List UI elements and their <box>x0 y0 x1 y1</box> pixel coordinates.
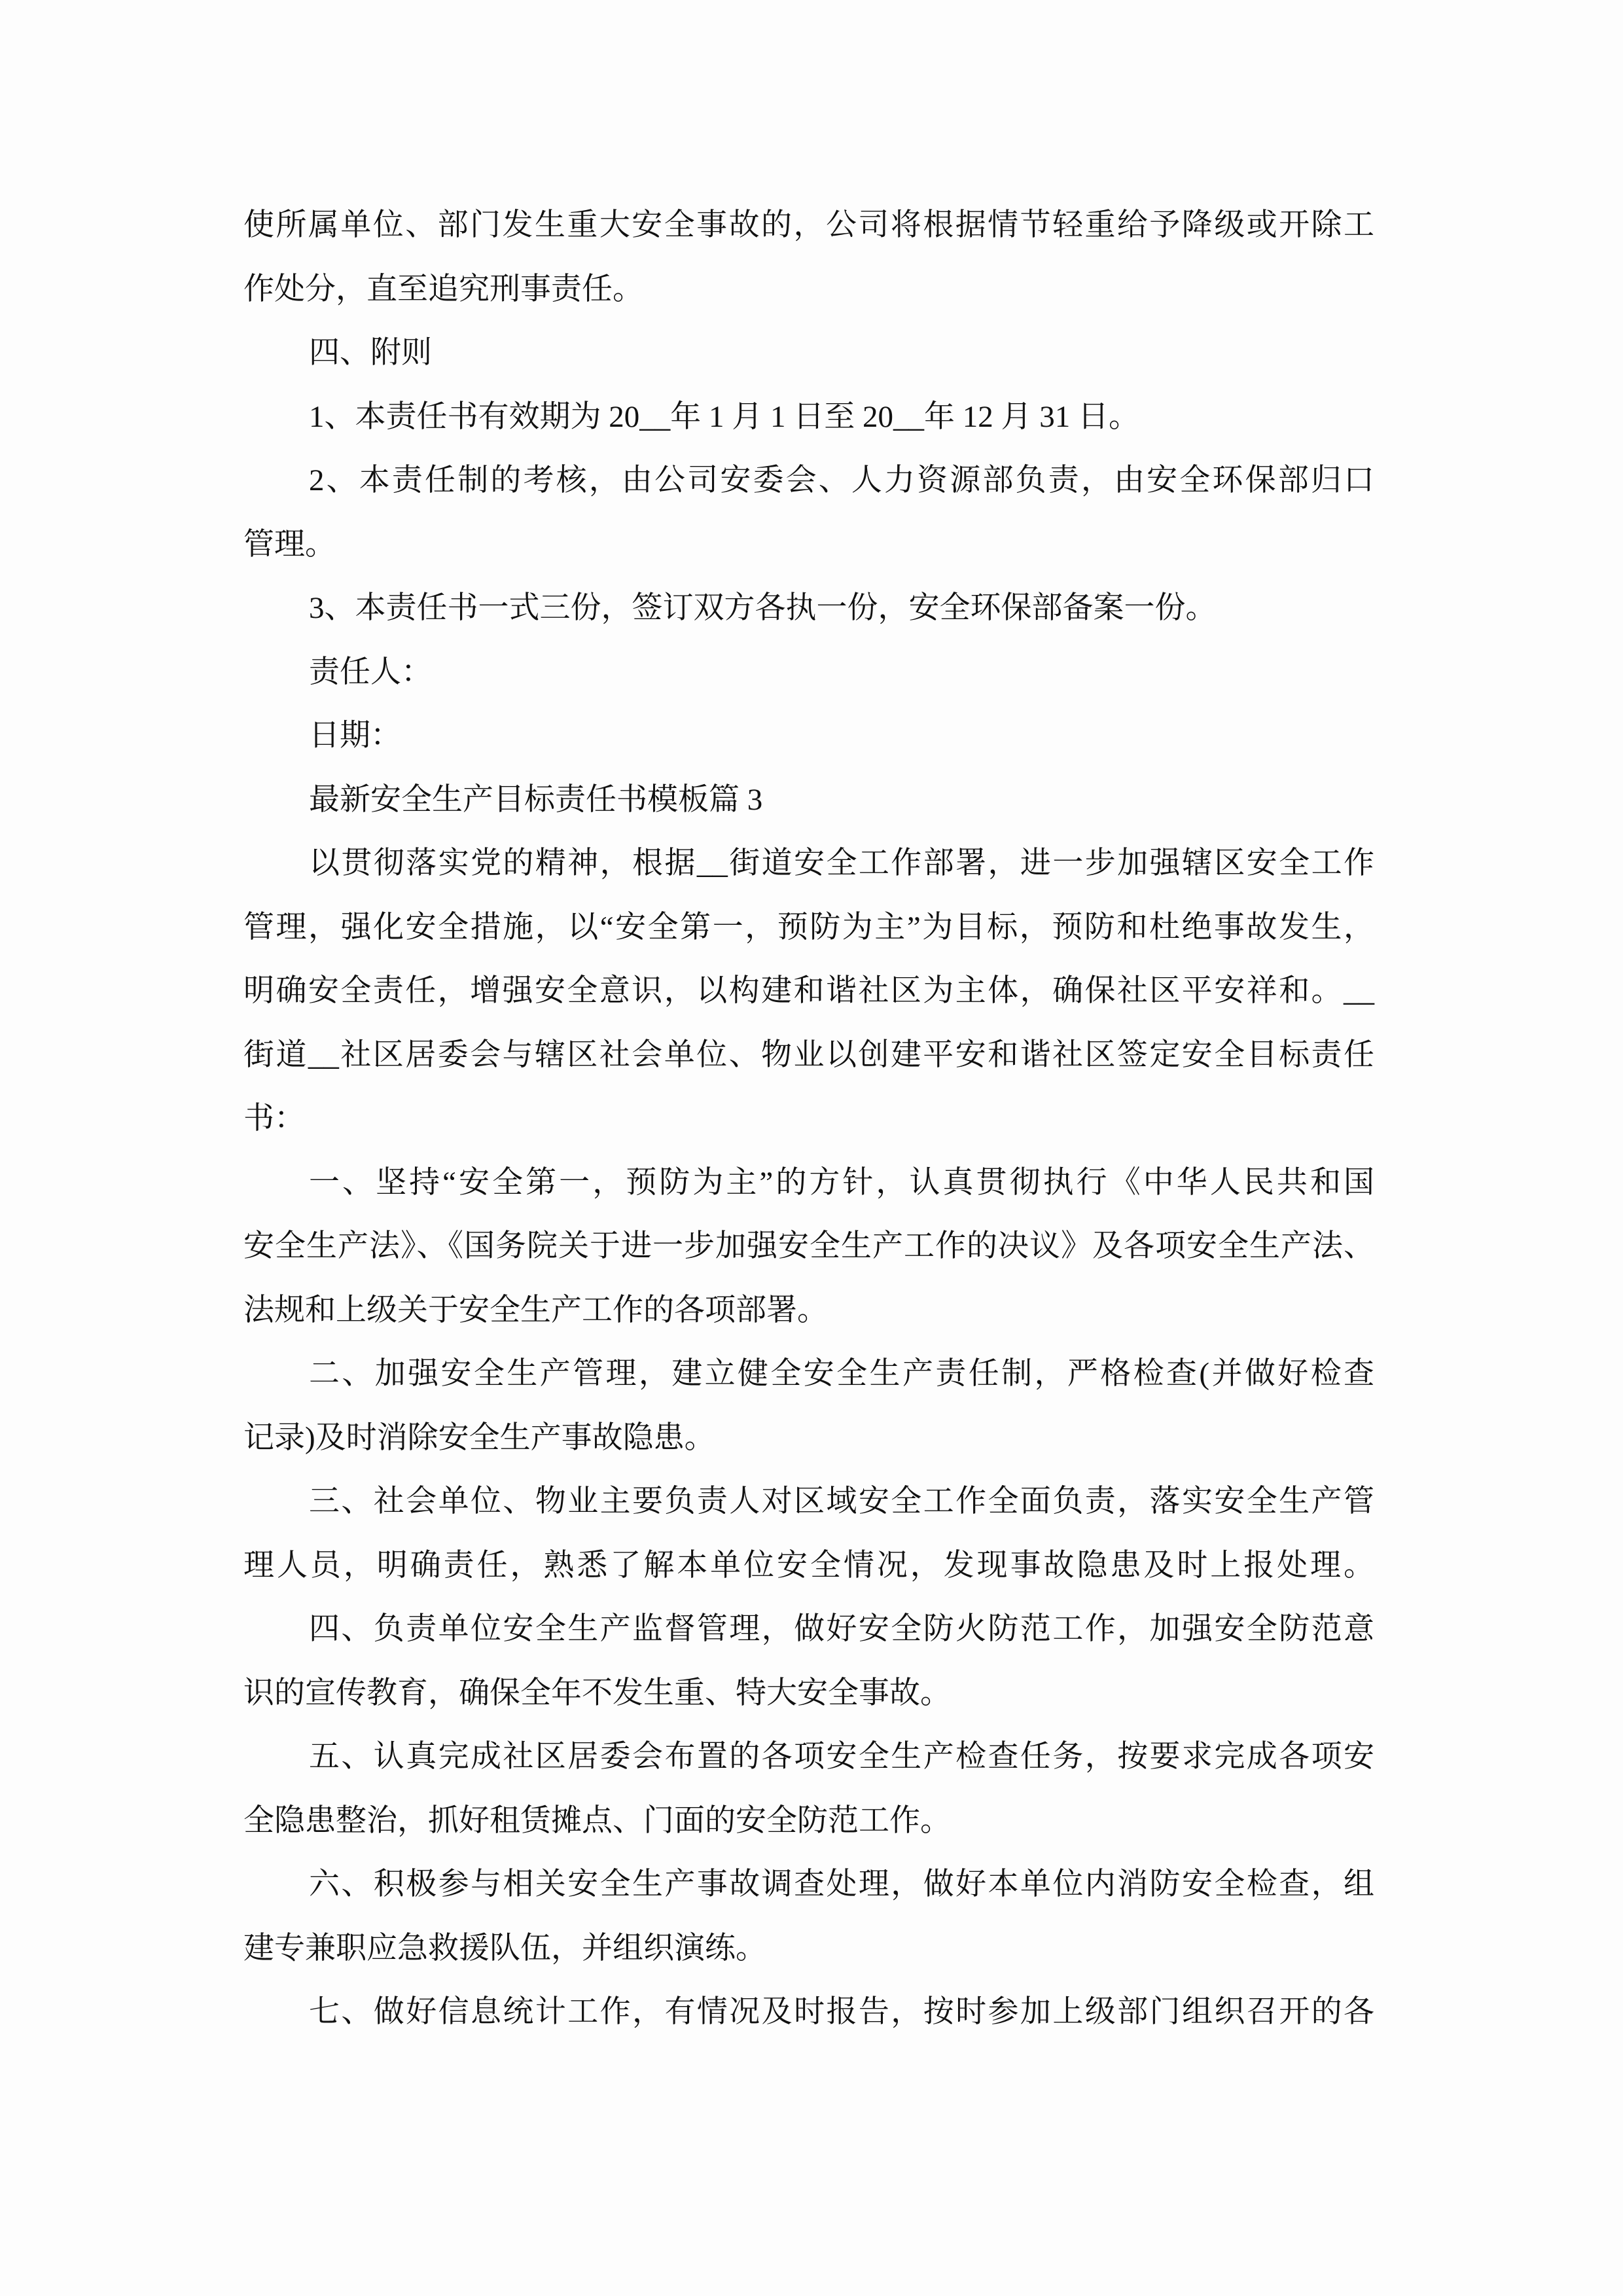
text-line: 二、加强安全生产管理，建立健全安全生产责任制，严格检查(并做好检查 <box>309 1357 1374 1391</box>
text-line: 书： <box>243 1102 305 1136</box>
text-line: 日期： <box>309 719 401 753</box>
text-line: 法规和上级关于安全生产工作的各项部署。 <box>243 1293 828 1327</box>
text-line: 四、附则 <box>309 336 432 370</box>
text-line: 安全生产法》、《国务院关于进一步加强安全生产工作的决议》及各项安全生产法、 <box>243 1229 1374 1263</box>
text-line: 最新安全生产目标责任书模板篇 3 <box>309 782 763 817</box>
text-line: 六、积极参与相关安全生产事故调查处理，做好本单位内消防安全检查，组 <box>309 1867 1374 1901</box>
text-line: 责任人： <box>309 655 432 689</box>
text-line: 建专兼职应急救援队伍，并组织演练。 <box>243 1931 766 1965</box>
document-text-block <box>243 194 1374 2045</box>
text-line: 三、社会单位、物业主要负责人对区域安全工作全面负责，落实安全生产管 <box>309 1484 1374 1518</box>
text-line: 五、认真完成社区居委会布置的各项安全生产检查任务，按要求完成各项安 <box>309 1740 1374 1774</box>
text-line: 使所属单位、部门发生重大安全事故的，公司将根据情节轻重给予降级或开除工 <box>243 208 1374 242</box>
text-line: 2、本责任制的考核，由公司安委会、人力资源部负责，由安全环保部归口 <box>309 463 1374 497</box>
text-line: 管理。 <box>243 527 336 562</box>
text-line: 记录)及时消除安全生产事故隐患。 <box>243 1420 715 1455</box>
text-line: 1、本责任书有效期为 20__年 1 月 1 日至 20__年 12 月 31 日。 <box>309 399 1139 434</box>
text-line: 明确安全责任，增强安全意识，以构建和谐社区为主体，确保社区平安祥和。__ <box>243 974 1374 1008</box>
text-line: 识的宣传教育，确保全年不发生重、特大安全事故。 <box>243 1676 951 1710</box>
text-line: 一、坚持“安全第一，预防为主”的方针，认真贯彻执行《中华人民共和国 <box>309 1165 1374 1200</box>
text-line: 3、本责任书一式三份，签订双方各执一份，安全环保部备案一份。 <box>309 591 1217 625</box>
text-line: 全隐患整治，抓好租赁摊点、门面的安全防范工作。 <box>243 1803 951 1838</box>
text-line: 七、做好信息统计工作，有情况及时报告，按时参加上级部门组织召开的各 <box>309 1995 1374 2029</box>
text-line: 街道__社区居委会与辖区社会单位、物业以创建平安和谐社区签定安全目标责任 <box>243 1037 1374 1072</box>
text-line: 理人员，明确责任，熟悉了解本单位安全情况，发现事故隐患及时上报处理。 <box>243 1548 1374 1583</box>
text-line: 作处分，直至追究刑事责任。 <box>243 272 643 306</box>
text-line: 管理，强化安全措施，以“安全第一，预防为主”为目标，预防和杜绝事故发生， <box>243 910 1374 944</box>
text-line: 四、负责单位安全生产监督管理，做好安全防火防范工作，加强安全防范意 <box>309 1612 1374 1646</box>
text-line: 以贯彻落实党的精神，根据__街道安全工作部署，进一步加强辖区安全工作 <box>309 846 1374 880</box>
